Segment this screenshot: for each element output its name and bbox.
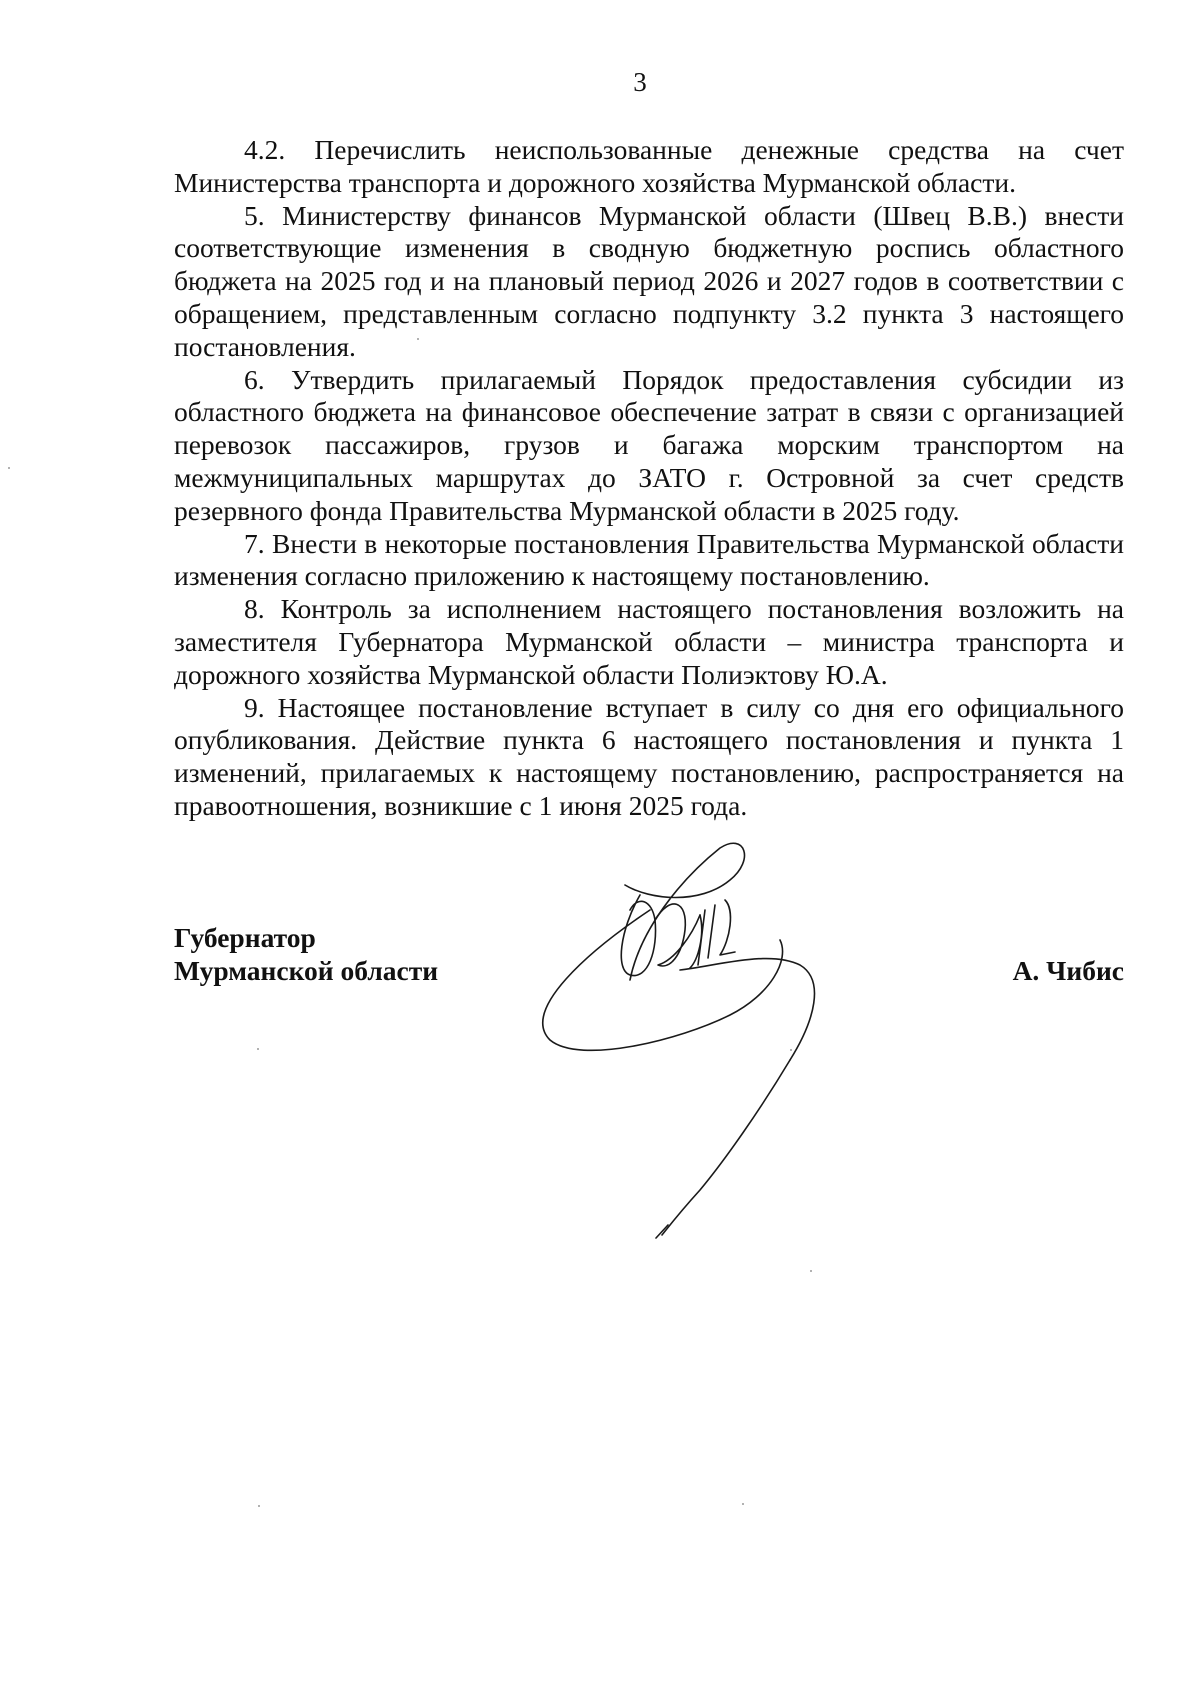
signer-title-line2: Мурманской области [174, 954, 439, 986]
signer-title-line1: Губернатор [174, 922, 316, 953]
scan-speck [257, 1048, 259, 1050]
page-number: 3 [633, 67, 647, 97]
signer-name: А. Чибис [1012, 954, 1124, 986]
signature-right-sweep [680, 959, 814, 1060]
signer-title [174, 922, 438, 987]
paragraph-9: 9. Настоящее постановление вступает в силу со дня его официального опубликования. Действие пункта 6 настоящего постановления и пункта 1 изменений, прилагаемых к настоящему постановлению, распространяется на правоотношения, возникшие с 1 июня 2025 года. [174, 691, 1124, 821]
signature-tail-end [656, 1225, 668, 1238]
signature-letter-strokes [690, 900, 735, 968]
document-body [174, 134, 1124, 823]
scan-speck [810, 1270, 812, 1272]
paragraph-6: 6. Утвердить прилагаемый Порядок предоставления субсидии из областного бюджета на финансовое обеспечение затрат в связи с организацией перевозок пассажиров, грузов и багажа морским транспортом на межмуниципальных маршрутах до ЗАТО г. Островной за счет средств резервного фонда Правительства Мурманской области в 2025 году. [174, 363, 1124, 526]
handwritten-signature [530, 840, 890, 1240]
signature-letter-loop-2 [655, 904, 700, 966]
signature-tail [662, 1060, 790, 1235]
scan-speck [258, 1505, 260, 1507]
scan-speck [742, 1503, 744, 1505]
paragraph-4-2: 4.2. Перечислить неиспользованные денежные средства на счет Министерства транспорта и дорожного хозяйства Мурманской области. [174, 134, 1124, 198]
scan-speck [417, 338, 419, 340]
signature-top-loop [625, 843, 744, 980]
scan-speck [8, 467, 10, 469]
paragraph-5: 5. Министерству финансов Мурманской области (Швец В.В.) внести соответствующие изменения в сводную бюджетную роспись областного бюджета на 2025 год и на плановый период 2026 и 2027 годов в соответствии с обращением, представленным согласно подпункту 3.2 пункта 3 настоящего постановления. [174, 199, 1124, 362]
signature-outer-loop [543, 910, 783, 1050]
scan-speck [790, 1049, 792, 1051]
paragraph-8: 8. Контроль за исполнением настоящего постановления возложить на заместителя Губернатора Мурманской области – министра транспорта и дорожного хозяйства Мурманской области Полиэктову Ю.А. [174, 593, 1124, 690]
paragraph-7: 7. Внести в некоторые постановления Правительства Мурманской области изменения согласно приложению к настоящему постановлению. [174, 527, 1124, 592]
signature-letter-loop-1 [621, 895, 655, 976]
